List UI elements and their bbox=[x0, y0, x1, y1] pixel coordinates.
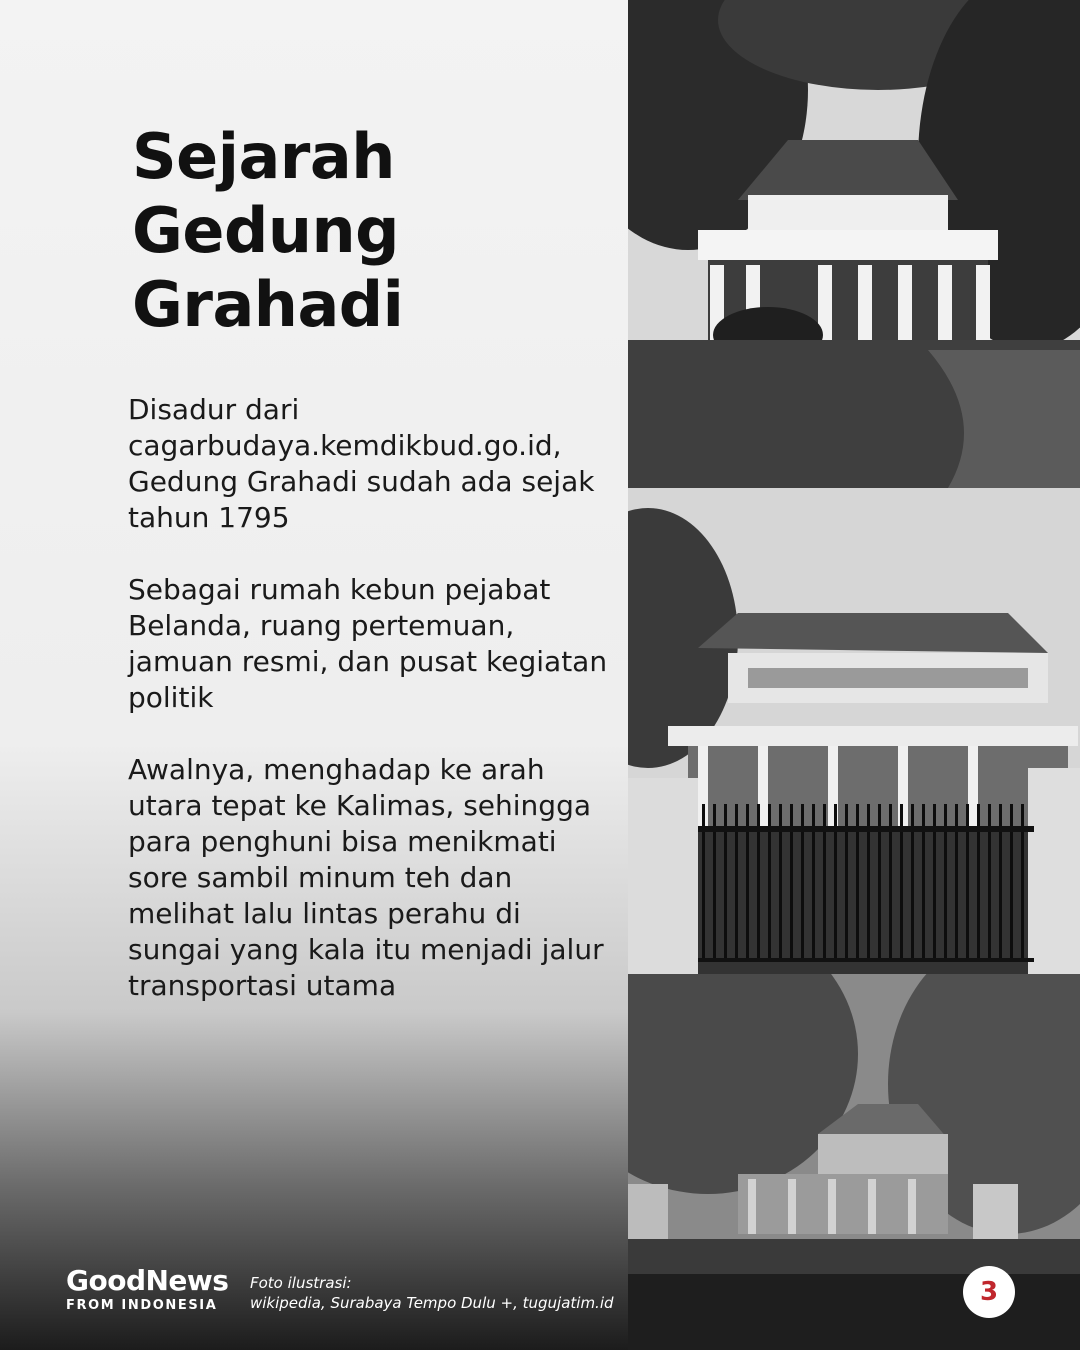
paragraph-1: Disadur dari cagarbudaya.kemdikbud.go.id, Gedung Grahadi sudah ada sejak tahun 1795 bbox=[128, 393, 595, 534]
goodnews-logo bbox=[66, 1266, 228, 1313]
paragraph-2: Sebagai rumah kebun pejabat Belanda, ruang pertemuan, jamuan resmi, dan pusat kegiatan politik bbox=[128, 573, 608, 714]
building-photo-1 bbox=[628, 0, 1080, 488]
page-number: 3 bbox=[979, 1277, 999, 1307]
title-line-3: Grahadi bbox=[132, 268, 404, 341]
page-title bbox=[132, 120, 602, 342]
photo-column bbox=[628, 0, 1080, 1350]
logo-subtitle: FROM INDONESIA bbox=[66, 1298, 218, 1313]
body-text bbox=[128, 392, 608, 1040]
paragraph-3: Awalnya, menghadap ke arah utara tepat ke Kalimas, sehingga para penghuni bisa menikmati sore sambil minum teh dan melihat lalu lintas perahu di sungai yang kala itu menjadi jalur transportasi utama bbox=[128, 753, 604, 1002]
building-photo-2 bbox=[628, 488, 1080, 974]
credit-label: Foto ilustrasi: bbox=[250, 1274, 352, 1292]
photo-credit bbox=[250, 1273, 614, 1313]
title-line-1: Sejarah bbox=[132, 120, 395, 193]
title-line-2: Gedung bbox=[132, 194, 399, 267]
logo-brand: GoodNews bbox=[66, 1264, 229, 1297]
credit-sources: wikipedia, Surabaya Tempo Dulu +, tugujatim.id bbox=[250, 1294, 614, 1312]
page-number-badge bbox=[963, 1266, 1015, 1318]
